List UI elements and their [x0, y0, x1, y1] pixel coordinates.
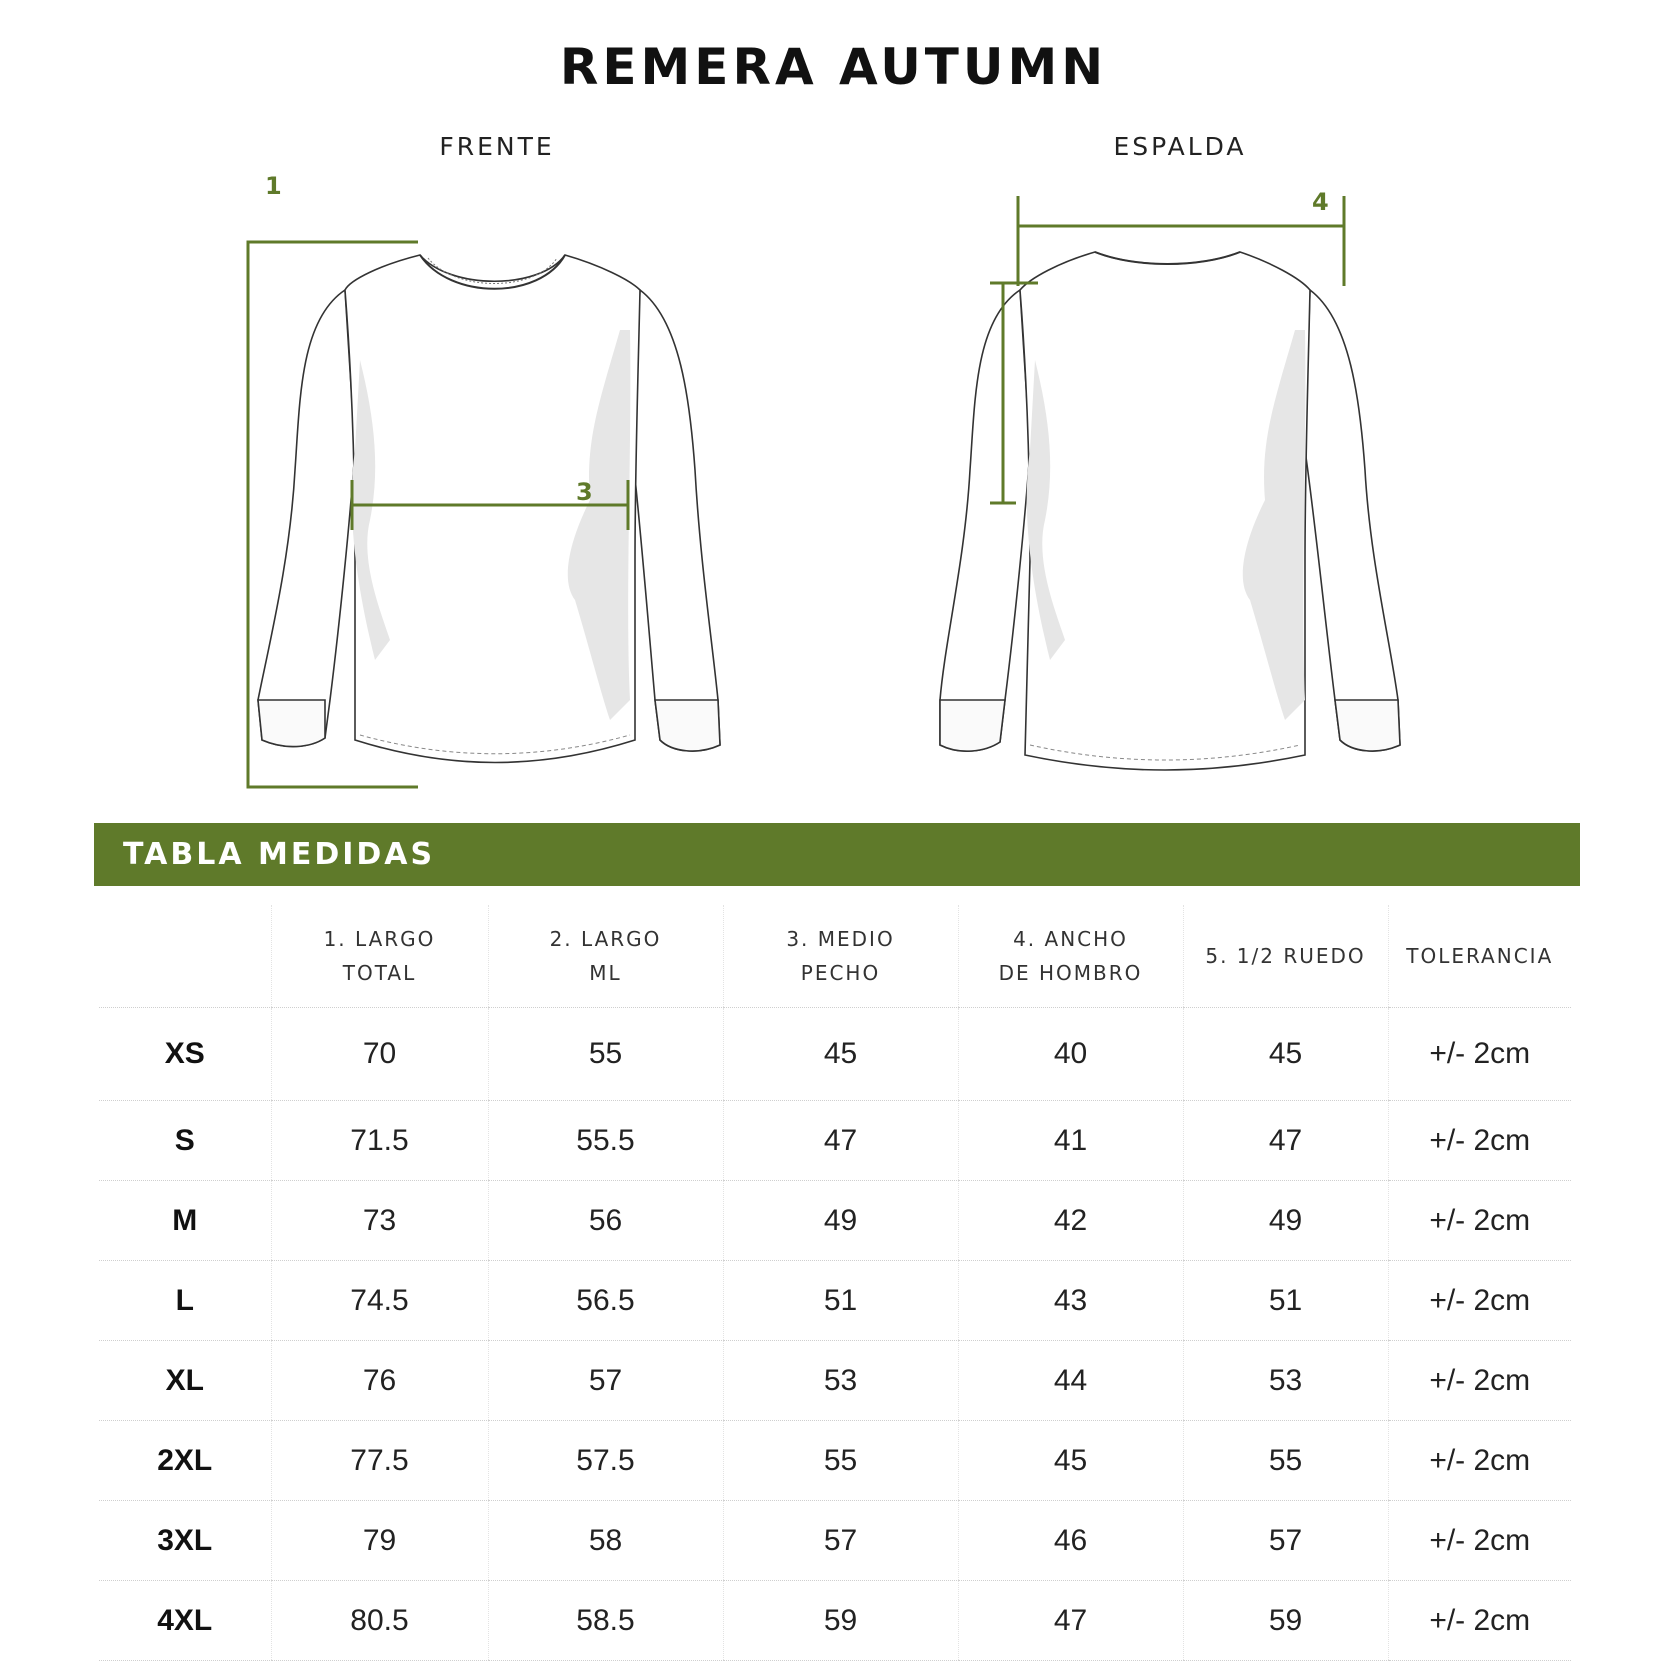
column-header-line2: TOTAL [342, 961, 417, 985]
measure-cell: +/- 2cm [1388, 1421, 1571, 1501]
column-header [271, 905, 488, 1008]
column-header [958, 905, 1183, 1008]
measure-cell: 51 [1183, 1261, 1388, 1341]
measure-cell: 51 [723, 1261, 958, 1341]
measure-cell: 73 [271, 1181, 488, 1261]
measure-cell: 45 [723, 1008, 958, 1101]
measure-cell: 58.5 [488, 1581, 723, 1661]
measure-cell: 77.5 [271, 1421, 488, 1501]
measure-cell: 71.5 [271, 1101, 488, 1181]
measure-cell: 45 [1183, 1008, 1388, 1101]
table-row [99, 1421, 1571, 1501]
table-row [99, 1181, 1571, 1261]
table-row [99, 1261, 1571, 1341]
size-cell: L [99, 1261, 271, 1341]
marker-3: 3 [576, 478, 593, 506]
measure-cell: +/- 2cm [1388, 1008, 1571, 1101]
measure-cell: 56 [488, 1181, 723, 1261]
measure-cell: +/- 2cm [1388, 1581, 1571, 1661]
measure-cell: 57 [1183, 1501, 1388, 1581]
measure-cell: 43 [958, 1261, 1183, 1341]
column-header-line2: PECHO [800, 961, 881, 985]
column-header-line2: DE HOMBRO [998, 961, 1143, 985]
measure-cell: 49 [723, 1181, 958, 1261]
measure-cell: +/- 2cm [1388, 1341, 1571, 1421]
marker-4: 4 [1312, 188, 1329, 216]
back-view-label: ESPALDA [1113, 132, 1247, 161]
front-view-label: FRENTE [439, 132, 555, 161]
measure-cell: 70 [271, 1008, 488, 1101]
table-heading: TABLA MEDIDAS [123, 837, 436, 872]
measure-cell: 45 [958, 1421, 1183, 1501]
measure-cell: 59 [723, 1581, 958, 1661]
front-shirt-drawing [258, 255, 720, 763]
measure-cell: 58 [488, 1501, 723, 1581]
size-cell: S [99, 1101, 271, 1181]
size-cell: XS [99, 1008, 271, 1101]
measure-cell: 55 [723, 1421, 958, 1501]
measure-cell: 53 [723, 1341, 958, 1421]
size-cell: 2XL [99, 1421, 271, 1501]
measure-cell: 76 [271, 1341, 488, 1421]
size-cell: 4XL [99, 1581, 271, 1661]
column-header [488, 905, 723, 1008]
measure-cell: 47 [958, 1581, 1183, 1661]
column-header [723, 905, 958, 1008]
column-header-line1: 1. LARGO [323, 927, 436, 951]
measure-cell: 55 [1183, 1421, 1388, 1501]
column-header-line2: ML [589, 961, 622, 985]
size-cell: 3XL [99, 1501, 271, 1581]
measure-cell: 57 [488, 1341, 723, 1421]
size-cell: M [99, 1181, 271, 1261]
column-header-line1: TOLERANCIA [1406, 944, 1554, 968]
table-row [99, 1501, 1571, 1581]
measure-cell: 59 [1183, 1581, 1388, 1661]
measure-cell: +/- 2cm [1388, 1261, 1571, 1341]
measure-cell: 44 [958, 1341, 1183, 1421]
measure-cell: 74.5 [271, 1261, 488, 1341]
table-body [99, 1008, 1571, 1661]
measure-cell: 57 [723, 1501, 958, 1581]
table-row [99, 1341, 1571, 1421]
size-table [99, 905, 1571, 1661]
measure-cell: 47 [1183, 1101, 1388, 1181]
measure-cell: 40 [958, 1008, 1183, 1101]
measure-cell: 49 [1183, 1181, 1388, 1261]
column-header-line1: 2. LARGO [549, 927, 662, 951]
column-header-line1: 4. ANCHO [1013, 927, 1128, 951]
measure-cell: +/- 2cm [1388, 1501, 1571, 1581]
column-header-line1: 5. 1/2 RUEDO [1205, 944, 1366, 968]
table-row [99, 1101, 1571, 1181]
back-shirt-drawing [940, 252, 1400, 770]
measure-cell: 42 [958, 1181, 1183, 1261]
table-banner [94, 823, 1580, 886]
page-title: REMERA AUTUMN [559, 38, 1108, 96]
measure-cell: +/- 2cm [1388, 1101, 1571, 1181]
measure-cell: 46 [958, 1501, 1183, 1581]
table-row [99, 1008, 1571, 1101]
measure-cell: 55.5 [488, 1101, 723, 1181]
column-header-line1: 3. MEDIO [786, 927, 895, 951]
table-header-row [99, 905, 1571, 1008]
measure-cell: 79 [271, 1501, 488, 1581]
measure-cell: 57.5 [488, 1421, 723, 1501]
column-header [1183, 905, 1388, 1008]
measure-cell: 56.5 [488, 1261, 723, 1341]
measure-cell: 80.5 [271, 1581, 488, 1661]
column-header [99, 905, 271, 1008]
size-cell: XL [99, 1341, 271, 1421]
column-header [1388, 905, 1571, 1008]
measure-cell: 41 [958, 1101, 1183, 1181]
measure-cell: 55 [488, 1008, 723, 1101]
measure-cell: +/- 2cm [1388, 1181, 1571, 1261]
garment-illustration [0, 0, 1667, 820]
table-row [99, 1581, 1571, 1661]
measure-cell: 47 [723, 1101, 958, 1181]
marker-1: 1 [265, 172, 282, 200]
measure-cell: 53 [1183, 1341, 1388, 1421]
